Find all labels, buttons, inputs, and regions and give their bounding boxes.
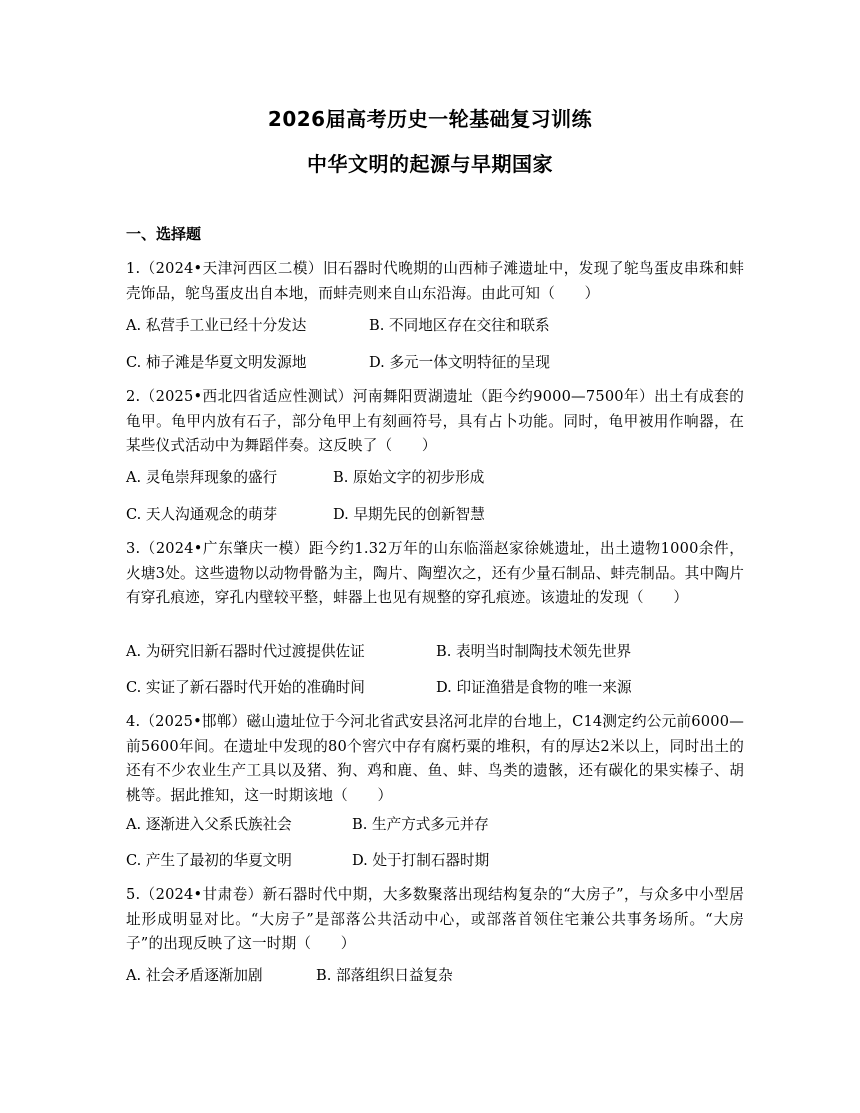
question-1-option-b: B. 不同地区存在交往和联系 (369, 317, 550, 334)
section-heading: 一、选择题 (126, 225, 202, 243)
question-3-option-d: D. 印证渔猎是食物的唯一来源 (436, 679, 632, 696)
question-2-option-b: B. 原始文字的初步形成 (333, 469, 485, 486)
question-4-options-row-1 (126, 815, 744, 835)
question-3-options-row-1 (126, 642, 744, 662)
question-2-options-row-2 (126, 505, 744, 525)
document-title: 2026届高考历史一轮基础复习训练 (267, 107, 593, 131)
question-1-options-row-1 (126, 316, 744, 336)
question-2-option-d: D. 早期先民的创新智慧 (333, 506, 485, 523)
question-3-option-a: A. 为研究旧新石器时代过渡提供佐证 (126, 643, 365, 660)
question-1-option-d: D. 多元一体文明特征的呈现 (369, 354, 550, 371)
question-2-option-a: A. 灵龟崇拜现象的盛行 (126, 469, 278, 486)
question-5-options-row-1 (126, 966, 744, 986)
question-2-option-c: C. 天人沟通观念的萌芽 (126, 506, 278, 523)
question-4-option-a: A. 逐渐进入父系氏族社会 (126, 816, 292, 833)
question-2-stem: 2.（2025•西北四省适应性测试）河南舞阳贾湖遗址（距今约9000—7500年）出土有成套的龟甲。龟甲内放有石子，部分龟甲上有刻画符号，具有占卜功能。同时，龟甲被用作响器，在某些仪式活动中为舞蹈伴奏。这反映了（ ） (126, 388, 744, 454)
question-3-options-row-2 (126, 678, 744, 698)
question-3-option-b: B. 表明当时制陶技术领先世界 (436, 643, 632, 660)
question-1-option-a: A. 私营手工业已经十分发达 (126, 317, 307, 334)
question-5-stem: 5.（2024•甘肃卷）新石器时代中期，大多数聚落出现结构复杂的“大房子”，与众多中小型居址形成明显对比。“大房子”是部落公共活动中心，或部落首领住宅兼公共事务场所。“大房子”的出现反映了这一时期（ ） (126, 886, 744, 952)
question-4-options-row-2 (126, 851, 744, 871)
question-4-option-d: D. 处于打制石器时期 (352, 852, 490, 869)
question-5-option-a: A. 社会矛盾逐渐加剧 (126, 967, 263, 984)
question-4-option-c: C. 产生了最初的华夏文明 (126, 852, 292, 869)
question-1-options-row-2 (126, 353, 744, 373)
question-1-option-c: C. 柿子滩是华夏文明发源地 (126, 354, 307, 371)
question-1-stem: 1.（2024•天津河西区二模）旧石器时代晚期的山西柿子滩遗址中，发现了鸵鸟蛋皮串珠和蚌壳饰品，鸵鸟蛋皮出自本地，而蚌壳则来自山东沿海。由此可知（ ） (126, 260, 744, 302)
question-4-stem: 4.（2025•邯郸）磁山遗址位于今河北省武安县洺河北岸的台地上，C14测定约公元前6000—前5600年间。在遗址中发现的80个窖穴中存有腐朽粟的堆积，有的厚达2米以上，同时出土的还有不少农业生产工具以及猪、狗、鸡和鹿、鱼、蚌、鸟类的遗骸，还有碳化的果实榛子、胡桃等。据此推知，这一时期该地（ ） (126, 713, 744, 804)
question-5-option-b: B. 部落组织日益复杂 (316, 967, 453, 984)
document-subtitle: 中华文明的起源与早期国家 (307, 152, 553, 176)
question-3-option-c: C. 实证了新石器时代开始的准确时间 (126, 679, 365, 696)
question-2-options-row-1 (126, 468, 744, 488)
question-3-stem: 3.（2024•广东肇庆一模）距今约1.32万年的山东临淄赵家徐姚遗址，出土遗物1000余件，火塘3处。这些遗物以动物骨骼为主，陶片、陶塑次之，还有少量石制品、蚌壳制品。其中陶片有穿孔痕迹，穿孔内壁较平整，蚌器上也见有规整的穿孔痕迹。该遗址的发现（ ） (126, 540, 744, 606)
question-4-option-b: B. 生产方式多元并存 (352, 816, 489, 833)
